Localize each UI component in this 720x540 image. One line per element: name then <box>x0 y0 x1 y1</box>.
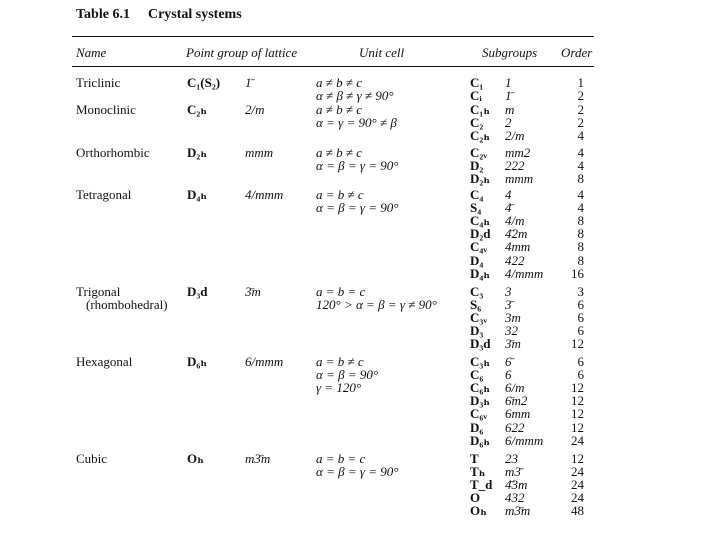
subgroup-schoenflies: D₃d <box>470 336 491 352</box>
subgroup-order: 8 <box>577 226 584 242</box>
subgroup-symbol: 6 <box>505 367 512 383</box>
header-order: Order <box>561 45 593 60</box>
subgroup-order: 12 <box>571 419 584 435</box>
point-group-symbol: 2/m <box>245 102 265 117</box>
subgroup-schoenflies: Cᵢ <box>470 88 482 104</box>
subgroup-schoenflies: C₆ₕ <box>470 380 491 396</box>
subgroup-symbol: 1̄ <box>505 88 512 104</box>
subgroup-symbol: 6/mmm <box>505 432 544 448</box>
table-caption: Crystal systems <box>147 7 242 22</box>
subgroup-order: 6 <box>577 323 584 339</box>
table-title <box>76 7 242 23</box>
subgroup-symbol: 422 <box>505 252 525 268</box>
subgroup-schoenflies: D₃ <box>470 323 484 339</box>
subgroup-order: 8 <box>577 239 584 255</box>
subgroup-schoenflies: C₃ₕ <box>470 354 491 369</box>
subgroup-order: 4 <box>577 200 584 216</box>
subgroup-order: 16 <box>571 265 584 281</box>
subgroup-schoenflies: S₆ <box>470 297 482 313</box>
subgroup-order: 24 <box>571 464 584 480</box>
system-name-line2: (rhombohedral) <box>86 297 168 313</box>
subgroup-schoenflies: T <box>470 451 479 466</box>
point-group-schoenflies: D₆ₕ <box>187 354 208 369</box>
subgroup-order: 3 <box>577 284 584 299</box>
unit-cell-relation: a ≠ b ≠ c <box>316 145 363 160</box>
subgroup-symbol: 4mm <box>505 239 531 255</box>
subgroup-symbol: 6mm <box>505 406 531 422</box>
subgroup-symbol: 4̄2m <box>505 226 528 242</box>
subgroup-schoenflies: T_d <box>470 477 493 493</box>
subgroup-symbol: 4 <box>505 187 512 202</box>
subgroup-symbol: mmm <box>505 171 534 187</box>
subgroup-order: 6 <box>577 310 584 326</box>
subgroup-schoenflies: C₂ <box>470 115 484 131</box>
system-name: Cubic <box>76 451 108 466</box>
subgroup-schoenflies: C₃ᵥ <box>470 310 488 326</box>
subgroup-schoenflies: O <box>470 490 481 506</box>
subgroup-schoenflies: D₆ <box>470 419 484 435</box>
table-number: Table 6.1 <box>76 7 130 22</box>
subgroup-order: 12 <box>571 336 584 352</box>
point-group-schoenflies: D₄ₕ <box>187 187 208 202</box>
subgroup-schoenflies: C₄ᵥ <box>470 239 488 255</box>
subgroup-schoenflies: C₁ₕ <box>470 102 491 117</box>
subgroup-symbol: 4̄3m <box>505 477 528 493</box>
unit-cell-relation: 120° > α = β = γ ≠ 90° <box>316 297 437 313</box>
subgroup-symbol: 3̄ <box>505 297 512 313</box>
system-name: Triclinic <box>76 75 121 90</box>
unit-cell-relation: a ≠ b ≠ c <box>316 75 363 90</box>
top-rule <box>72 36 594 37</box>
point-group-symbol: mmm <box>245 145 274 160</box>
subgroup-order: 12 <box>571 393 584 409</box>
subgroup-schoenflies: C₆ᵥ <box>470 406 488 422</box>
subgroup-schoenflies: S₄ <box>470 200 482 216</box>
unit-cell-relation: α = β = γ = 90° <box>316 200 399 216</box>
unit-cell-relation: α = β = γ = 90° <box>316 158 399 174</box>
subgroup-symbol: 2 <box>505 115 512 131</box>
unit-cell-relation: a ≠ b ≠ c <box>316 102 363 117</box>
header-unit-cell: Unit cell <box>359 45 405 60</box>
subgroup-order: 24 <box>571 432 584 448</box>
subgroup-order: 2 <box>577 102 584 117</box>
subgroup-order: 4 <box>577 158 584 174</box>
subgroup-symbol: 6̄ <box>505 354 512 369</box>
subgroup-symbol: 222 <box>505 158 525 174</box>
subgroup-schoenflies: C₄ <box>470 187 484 202</box>
subgroup-schoenflies: D₄ <box>470 252 484 268</box>
subgroup-symbol: 23 <box>505 451 518 466</box>
system-name: Tetragonal <box>76 187 132 202</box>
subgroup-order: 6 <box>577 367 584 383</box>
subgroup-schoenflies: C₁ <box>470 75 484 90</box>
subgroup-symbol: 32 <box>505 323 518 339</box>
unit-cell-relation: α = β = γ = 90° <box>316 464 399 480</box>
header-name: Name <box>76 45 107 60</box>
subgroup-symbol: 622 <box>505 419 525 435</box>
subgroup-order: 6 <box>577 354 584 369</box>
subgroup-schoenflies: C₆ <box>470 367 484 383</box>
subgroup-order: 48 <box>571 503 584 519</box>
point-group-schoenflies: C₂ₕ <box>187 102 208 117</box>
unit-cell-relation: α ≠ β ≠ γ ≠ 90° <box>316 88 394 104</box>
subgroup-symbol: 3m <box>505 310 521 326</box>
subgroup-symbol: m3̄ <box>505 464 521 480</box>
unit-cell-relation: a = b = c <box>316 284 366 299</box>
subgroup-order: 2 <box>577 115 584 131</box>
subgroup-symbol: 4̄ <box>505 200 512 216</box>
subgroup-order: 2 <box>577 88 584 104</box>
subgroup-schoenflies: D₄ₕ <box>470 265 491 281</box>
point-group-symbol: 4/mmm <box>245 187 284 202</box>
point-group-symbol: 3̄m <box>245 284 261 299</box>
subgroup-order: 24 <box>571 490 584 506</box>
subgroup-symbol: m <box>505 102 515 117</box>
subgroup-symbol: 6̄m2 <box>505 393 528 409</box>
point-group-symbol: 6/mmm <box>245 354 284 369</box>
subgroup-order: 1 <box>577 75 584 90</box>
subgroup-order: 8 <box>577 252 584 268</box>
system-name: Hexagonal <box>76 354 133 369</box>
system-name: Trigonal <box>76 284 121 299</box>
subgroup-schoenflies: C₂ₕ <box>470 128 491 144</box>
subgroup-order: 8 <box>577 171 584 187</box>
subgroup-symbol: 2/m <box>505 128 525 144</box>
unit-cell-relation: a = b ≠ c <box>316 354 364 369</box>
header-subgroups: Subgroups <box>482 45 538 60</box>
subgroup-symbol: mm2 <box>505 145 531 160</box>
subgroup-order: 6 <box>577 297 584 313</box>
unit-cell-relation: γ = 120° <box>316 380 362 396</box>
unit-cell-relation: α = β = 90° <box>316 367 379 383</box>
subgroup-order: 4 <box>577 187 584 202</box>
point-group-symbol: 1̄ <box>245 75 252 90</box>
unit-cell-relation: a = b ≠ c <box>316 187 364 202</box>
header-point-group: Point group of lattice <box>186 45 298 60</box>
subgroup-schoenflies: C₄ₕ <box>470 213 491 229</box>
subgroup-order: 12 <box>571 406 584 422</box>
subgroup-order: 4 <box>577 145 584 160</box>
point-group-schoenflies: D₂ₕ <box>187 145 208 160</box>
system-name: Orthorhombic <box>76 145 150 160</box>
subgroup-schoenflies: D₂ₕ <box>470 171 491 187</box>
point-group-schoenflies: C₁(S₂) <box>187 75 221 90</box>
point-group-schoenflies: D₃d <box>187 284 208 299</box>
subgroup-schoenflies: Oₕ <box>470 503 487 519</box>
subgroup-order: 12 <box>571 380 584 396</box>
subgroup-order: 8 <box>577 213 584 229</box>
subgroup-order: 24 <box>571 477 584 493</box>
unit-cell-relation: α = γ = 90° ≠ β <box>316 115 397 131</box>
subgroup-schoenflies: Tₕ <box>470 464 486 480</box>
subgroup-symbol: 432 <box>505 490 525 506</box>
subgroup-schoenflies: D₆ₕ <box>470 432 491 448</box>
subgroup-schoenflies: D₂d <box>470 226 491 242</box>
subgroup-schoenflies: C₃ <box>470 284 484 299</box>
subgroup-order: 12 <box>571 451 584 466</box>
subgroup-symbol: m3̄m <box>505 503 531 519</box>
subgroup-symbol: 3̄m <box>505 336 521 352</box>
subgroup-order: 4 <box>577 128 584 144</box>
point-group-schoenflies: Oₕ <box>187 451 204 466</box>
header-rule <box>72 66 594 67</box>
subgroup-schoenflies: D₃ₕ <box>470 393 491 409</box>
subgroup-schoenflies: C₂ᵥ <box>470 145 488 160</box>
subgroup-symbol: 1 <box>505 75 512 90</box>
unit-cell-relation: a = b = c <box>316 451 366 466</box>
subgroup-schoenflies: D₂ <box>470 158 484 174</box>
subgroup-symbol: 6/m <box>505 380 525 396</box>
point-group-symbol: m3̄m <box>245 451 271 466</box>
subgroup-symbol: 4/mmm <box>505 265 544 281</box>
subgroup-symbol: 4/m <box>505 213 525 229</box>
system-name: Monoclinic <box>76 102 136 117</box>
subgroup-symbol: 3 <box>505 284 512 299</box>
